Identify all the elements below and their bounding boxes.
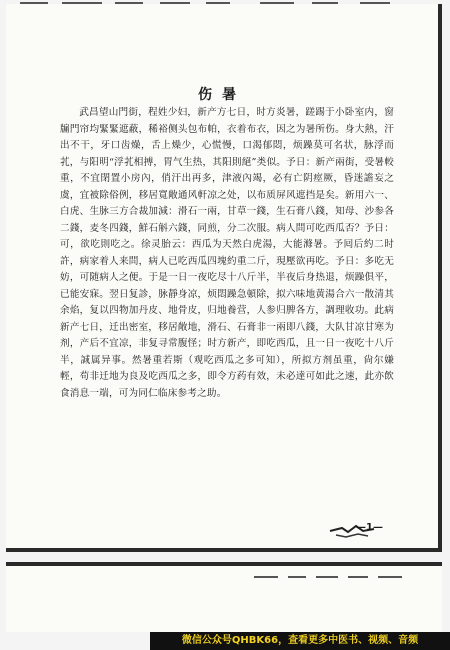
document-page: [6, 4, 442, 552]
next-page-preview: [6, 562, 442, 632]
page-number: —1—: [356, 522, 383, 533]
promo-banner: 微信公众号QHBK66，查看更多中医书、视频、音频: [150, 632, 450, 650]
page-title: 伤暑: [198, 87, 246, 103]
body-paragraph: 武昌望山門街，程姓少妇，新产方七日，时方炎暑，蹉踢于小卧室内，窗牖門帘均緊緊遮蔽，稀裕侧头包布帕，衣着布衣，因之为暑所伤。身大熱，汗出不干，牙口齿燥，舌上燥少，心慌慢，口渴郁悶，烦躁莫可名状，脉浮而芤，与阳明“浮芤相搏，胃气生热，其阳則絕”类似。予日：新产兩街，受暑較重，不宜閉置小房內，俏汗出再多，津液內竭，必有亡阴痙厥，昏迷譫妄之虞，宜被除俗例，移居寬敞通风軒凉之处，以布质屏风遮挡是矣。新用六一、白虎、生脉三方合裁加減：滑石一兩，甘草一錢，生石膏八錢，知母、沙参各二錢，麦冬四錢，鮮石斛六錢，同煎，分二次服。病人問可吃西瓜否？予日：可，欲吃則吃之。徐灵胎云：西瓜为天然白虎湯，大能滌暑。予囘后約二时許，病家着人来問，病人已吃西瓜四塊約重二斤，現壓欲再吃。予日：多吃无妨，可随病人之便。于是一日一夜吃尽十八斤半，半夜后身热退，烦躁俱平，已能安寐。翌日复診，脉靜身凉，烦悶躁急頓除，拟六味地黄湯合六一散清其余焰，复以四物加丹皮、地骨皮，归地養营，人参归脾各方，調理收功。此病新产七日，迁出密室，移居敞地，滑石、石膏非一兩即八錢，大队甘凉甘寒为剂，产后不宜凉，非复寻常腹怪；时方新产，即吃西瓜，且一日一夜吃十八斤半，誠属异事。然暑重若斯（观吃西瓜之多可知），所拟方剂虽重，尙尔嫌輕，苟非迁地为良及吃西瓜之多，即令方药有效，未必達可如此之速，此亦飲食消息一端，可为同仁临床参考之助。: [60, 107, 394, 399]
page-body: [60, 105, 394, 402]
